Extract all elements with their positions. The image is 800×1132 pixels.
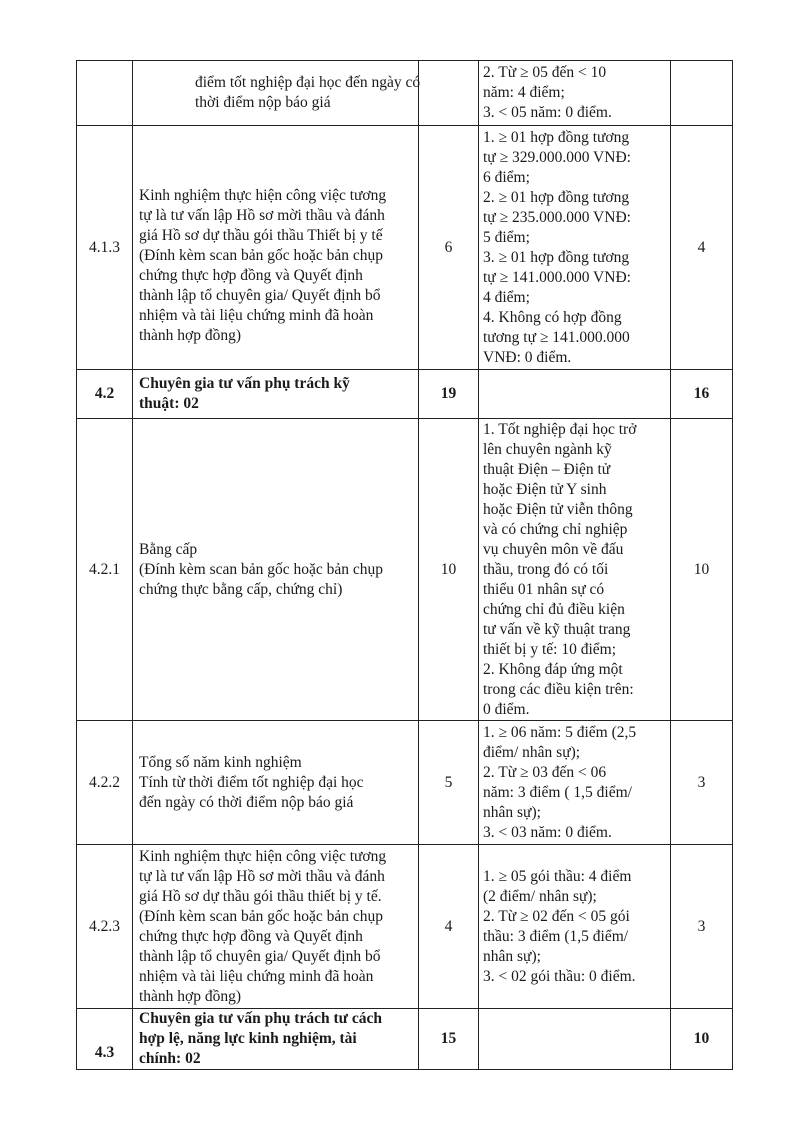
criterion-id: 4.3: [77, 1009, 133, 1070]
scoring-text: tương tự ≥ 141.000.000: [483, 328, 630, 346]
scoring-text: 2. Từ ≥ 02 đến < 05 gói: [483, 907, 630, 925]
scoring-text: vụ chuyên môn về đấu: [483, 540, 624, 558]
scoring-text: tự ≥ 329.000.000 VNĐ:: [483, 148, 631, 166]
criterion-text: thuật: 02: [139, 395, 199, 412]
scoring-text: và có chứng chỉ nghiệp: [483, 520, 628, 538]
awarded-score: [671, 61, 733, 126]
scoring-text: hoặc Điện tử Y sinh: [483, 480, 607, 498]
max-score: [419, 61, 479, 126]
scoring-text: thiểu 01 nhân sự có: [483, 580, 605, 598]
criterion-description: [133, 370, 419, 419]
criterion-text: Tính từ thời điểm tốt nghiệp đại học: [139, 773, 364, 791]
criterion-id: [77, 61, 133, 126]
criterion-id: 4.2.3: [77, 845, 133, 1009]
criterion-text: Chuyên gia tư vấn phụ trách tư cách: [139, 1010, 382, 1027]
criterion-id: 4.2.1: [77, 419, 133, 721]
criterion-text: chứng thực hợp đồng và Quyết định: [139, 266, 363, 284]
criterion-text: Tổng số năm kinh nghiệm: [139, 753, 302, 771]
scoring-text: VNĐ: 0 điểm.: [483, 348, 572, 366]
criterion-text: điểm tốt nghiệp đại học đến ngày có: [195, 74, 421, 91]
evaluation-table-body: [77, 61, 733, 1070]
criterion-text: thành hợp đồng): [139, 326, 242, 344]
criterion-text: chứng thực bằng cấp, chứng chỉ): [139, 580, 343, 598]
scoring-text: 2. Từ ≥ 05 đến < 10: [483, 64, 607, 81]
scoring-text: 2. Không đáp ứng một: [483, 660, 623, 678]
scoring-text: hoặc Điện tử viễn thông: [483, 500, 633, 518]
max-score: 19: [419, 370, 479, 419]
table-row: [77, 845, 733, 1009]
scoring-text: 1. ≥ 05 gói thầu: 4 điểm: [483, 867, 632, 885]
scoring-text: 3. < 05 năm: 0 điểm.: [483, 104, 612, 121]
criterion-text: (Đính kèm scan bản gốc hoặc bản chụp: [139, 560, 384, 578]
criterion-text: Kinh nghiệm thực hiện công việc tương: [139, 186, 387, 204]
scoring-text: 0 điểm.: [483, 700, 530, 718]
table-row: [77, 721, 733, 845]
scoring-text: chứng chỉ đủ điều kiện: [483, 600, 625, 618]
scoring-text: năm: 3 điểm ( 1,5 điểm/: [483, 783, 632, 801]
criterion-description: [133, 721, 419, 845]
scoring-text: lên chuyên ngành kỹ: [483, 440, 612, 458]
scoring-text: 3. < 03 năm: 0 điểm.: [483, 823, 612, 841]
criterion-text: (Đính kèm scan bản gốc hoặc bản chụp: [139, 907, 384, 925]
scoring-text: thiết bị y tế: 10 điểm;: [483, 640, 617, 658]
scoring-text: (2 điểm/ nhân sự);: [483, 887, 597, 905]
criterion-text: thành lập tổ chuyên gia/ Quyết định bổ: [139, 947, 381, 965]
scoring-text: nhân sự);: [483, 947, 541, 965]
scoring-text: thuật Điện – Điện tử: [483, 460, 611, 478]
criterion-description: [133, 126, 419, 370]
scoring-text: 6 điểm;: [483, 168, 530, 186]
awarded-score: 10: [671, 419, 733, 721]
criterion-text: nhiệm và tài liệu chứng minh đã hoàn: [139, 306, 374, 324]
criterion-text: giá Hồ sơ dự thầu gói thầu thiết bị y tế.: [139, 887, 382, 905]
criterion-text: thành lập tổ chuyên gia/ Quyết định bổ: [139, 286, 381, 304]
scoring-text: 3. < 02 gói thầu: 0 điểm.: [483, 967, 636, 985]
table-row: [77, 61, 733, 126]
scoring-text: thầu, trong đó có tối: [483, 560, 609, 578]
criterion-text: đến ngày có thời điểm nộp báo giá: [139, 793, 354, 811]
max-score: 10: [419, 419, 479, 721]
max-score: 4: [419, 845, 479, 1009]
criterion-text: Kinh nghiệm thực hiện công việc tương: [139, 847, 387, 865]
table-row: [77, 419, 733, 721]
awarded-score: 3: [671, 845, 733, 1009]
scoring-text: 4 điểm;: [483, 288, 530, 306]
scoring-rule: [479, 61, 671, 126]
scoring-text: nhân sự);: [483, 803, 541, 821]
scoring-text: 5 điểm;: [483, 228, 530, 246]
scoring-rule: [479, 845, 671, 1009]
criterion-text: chứng thực hợp đồng và Quyết định: [139, 927, 363, 945]
scoring-text: 2. Từ ≥ 03 đến < 06: [483, 763, 607, 781]
scoring-rule: [479, 419, 671, 721]
table-row: [77, 370, 733, 419]
scoring-text: điểm/ nhân sự);: [483, 743, 581, 761]
awarded-score: 4: [671, 126, 733, 370]
criterion-text: nhiệm và tài liệu chứng minh đã hoàn: [139, 967, 374, 985]
scoring-rule: [479, 1009, 671, 1070]
evaluation-table: [76, 60, 733, 1070]
scoring-rule: [479, 721, 671, 845]
criterion-text: Bằng cấp: [139, 540, 198, 558]
scoring-rule: [479, 370, 671, 419]
scoring-text: năm: 4 điểm;: [483, 84, 565, 101]
criterion-text: tự là tư vấn lập Hồ sơ mời thầu và đánh: [139, 867, 385, 885]
criterion-text: thời điểm nộp báo giá: [195, 94, 331, 111]
criterion-id: 4.2: [77, 370, 133, 419]
scoring-text: 1. Tốt nghiệp đại học trở: [483, 420, 637, 438]
criterion-id: 4.1.3: [77, 126, 133, 370]
max-score: 5: [419, 721, 479, 845]
criterion-description: [133, 1009, 419, 1070]
scoring-text: 1. ≥ 06 năm: 5 điểm (2,5: [483, 723, 637, 741]
criterion-description: [133, 845, 419, 1009]
scoring-text: 1. ≥ 01 hợp đồng tương: [483, 128, 630, 146]
criterion-text: tự là tư vấn lập Hồ sơ mời thầu và đánh: [139, 206, 385, 224]
criterion-description: [133, 419, 419, 721]
scoring-text: thầu: 3 điểm (1,5 điểm/: [483, 927, 629, 945]
criterion-text: giá Hồ sơ dự thầu gói thầu Thiết bị y tế: [139, 226, 383, 244]
scoring-text: trong các điều kiện trên:: [483, 680, 634, 698]
criterion-description: [133, 61, 419, 126]
awarded-score: 16: [671, 370, 733, 419]
table-row: [77, 126, 733, 370]
max-score: 6: [419, 126, 479, 370]
awarded-score: 10: [671, 1009, 733, 1070]
table-row: [77, 1009, 733, 1070]
scoring-text: 3. ≥ 01 hợp đồng tương: [483, 248, 630, 266]
max-score: 15: [419, 1009, 479, 1070]
criterion-text: chính: 02: [139, 1050, 201, 1067]
scoring-text: tự ≥ 141.000.000 VNĐ:: [483, 268, 631, 286]
scoring-text: 2. ≥ 01 hợp đồng tương: [483, 188, 630, 206]
awarded-score: 3: [671, 721, 733, 845]
scoring-text: 4. Không có hợp đồng: [483, 308, 622, 326]
criterion-text: Chuyên gia tư vấn phụ trách kỹ: [139, 375, 350, 392]
scoring-text: tự ≥ 235.000.000 VNĐ:: [483, 208, 631, 226]
scoring-text: tư vấn về kỹ thuật trang: [483, 620, 631, 638]
criterion-text: thành hợp đồng): [139, 987, 242, 1005]
criterion-id: 4.2.2: [77, 721, 133, 845]
scoring-rule: [479, 126, 671, 370]
criterion-text: (Đính kèm scan bản gốc hoặc bản chụp: [139, 246, 384, 264]
criterion-text: hợp lệ, năng lực kinh nghiệm, tài: [139, 1030, 357, 1047]
